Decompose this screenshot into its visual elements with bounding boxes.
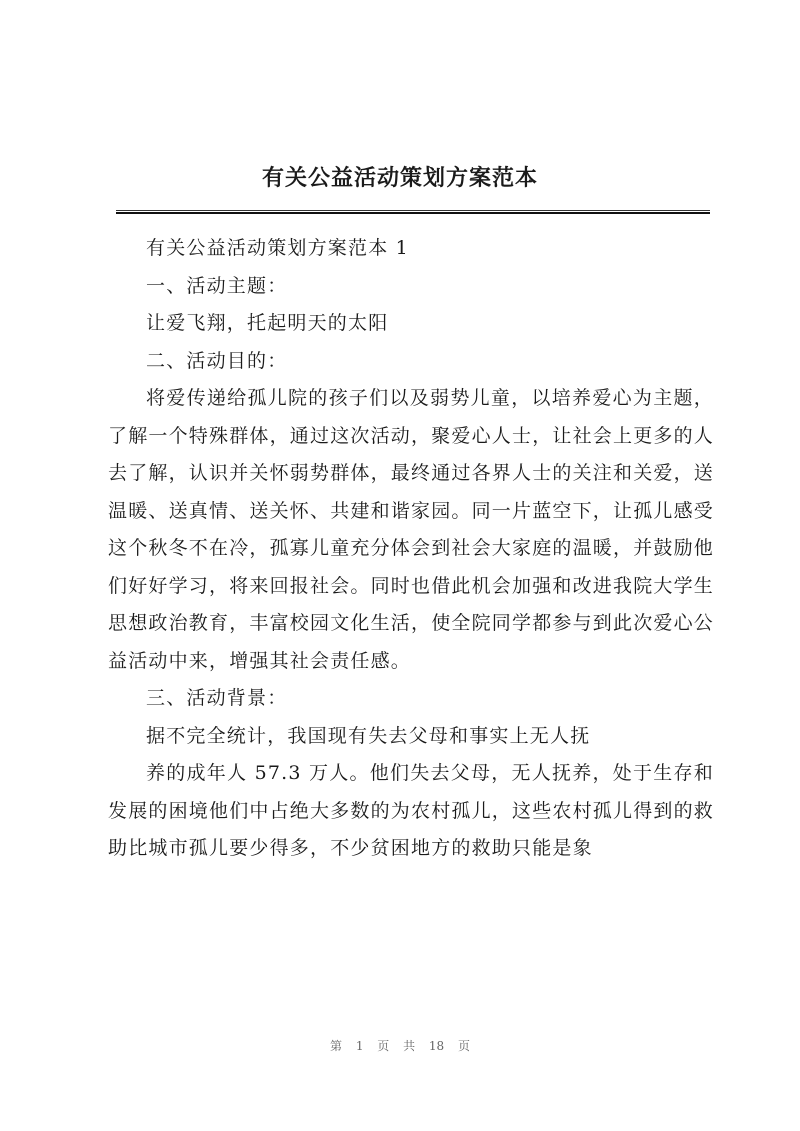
- paragraph-theme: 让爱飞翔，托起明天的太阳: [146, 312, 389, 334]
- paragraph-purpose: 将爱传递给孤儿院的孩子们以及弱势儿童，以培养爱心为主题，了解一个特殊群体，通过这次活动，聚爱心人士，让社会上更多的人去了解，认识并关怀弱势群体，最终通过各界人士的关注和关爱，送温暖、送真情、送关怀、共建和谐家园。同一片蓝空下，让孤儿感受这个秋冬不在冷，孤寡儿童充分体会到社会大家庭的温暖，并鼓励他们好好学习，将来回报社会。同时也借此机会加强和改进我院大学生思想政治教育，丰富校园文化生活，使全院同学都参与到此次爱心公益活动中来，增强其社会责任感。: [108, 387, 715, 672]
- page-title: 有关公益活动策划方案范本: [261, 165, 538, 191]
- paragraph-doc-heading: 有关公益活动策划方案范本 1: [146, 237, 409, 259]
- paragraph-section-background-heading: 三、活动背景：: [146, 687, 288, 709]
- document-body: [108, 230, 714, 868]
- paragraph-background-line1: 据不完全统计，我国现有失去父母和事实上无人抚: [146, 724, 591, 747]
- title-divider: [116, 210, 710, 214]
- paragraph-section-purpose-heading: 二、活动目的：: [146, 349, 288, 372]
- page-footer: 第 1 页 共 18 页: [330, 1039, 470, 1053]
- paragraph-background-body: 养的成年人 57.3 万人。他们失去父母，无人抚养，处于生存和发展的困境他们中占绝大多数的为农村孤儿，这些农村孤儿得到的救助比城市孤儿要少得多，不少贫困地方的救助只能是象: [108, 762, 715, 859]
- paragraph-section-theme-heading: 一、活动主题：: [146, 274, 288, 297]
